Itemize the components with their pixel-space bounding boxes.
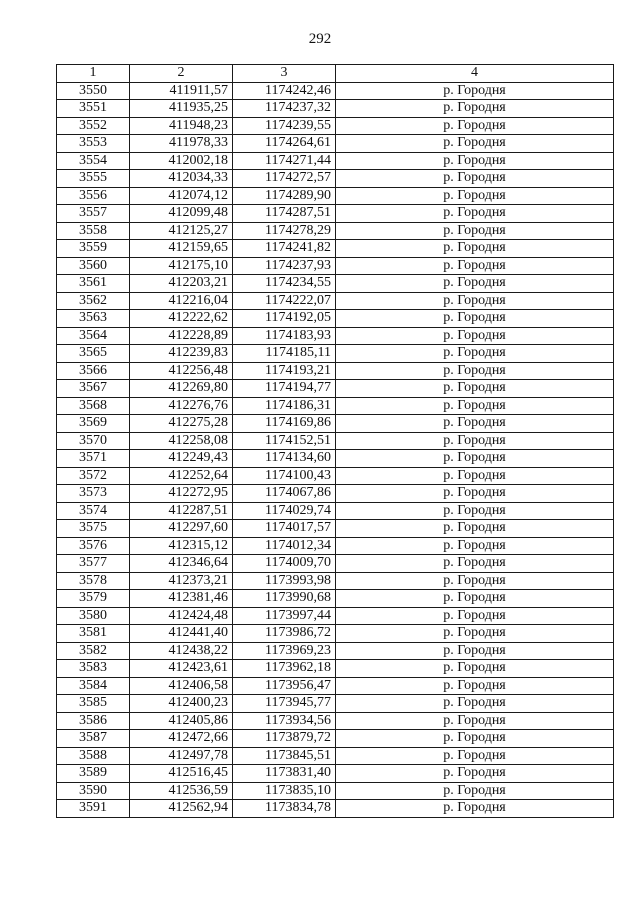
column-header-1: 1 [57, 65, 130, 83]
x-coordinate-cell: 412536,59 [130, 782, 233, 800]
point-number-cell: 3587 [57, 730, 130, 748]
x-coordinate-cell: 412074,12 [130, 187, 233, 205]
x-coordinate-cell: 412125,27 [130, 222, 233, 240]
description-cell: р. Городня [336, 187, 614, 205]
table-row [57, 345, 614, 363]
y-coordinate-cell: 1174134,60 [233, 450, 336, 468]
x-coordinate-cell: 412239,83 [130, 345, 233, 363]
point-number-cell: 3560 [57, 257, 130, 275]
point-number-cell: 3562 [57, 292, 130, 310]
table-row [57, 152, 614, 170]
y-coordinate-cell: 1174278,29 [233, 222, 336, 240]
description-cell: р. Городня [336, 327, 614, 345]
description-cell: р. Городня [336, 345, 614, 363]
table-row [57, 275, 614, 293]
description-cell: р. Городня [336, 607, 614, 625]
x-coordinate-cell: 412472,66 [130, 730, 233, 748]
x-coordinate-cell: 412099,48 [130, 205, 233, 223]
y-coordinate-cell: 1174185,11 [233, 345, 336, 363]
y-coordinate-cell: 1173990,68 [233, 590, 336, 608]
x-coordinate-cell: 412400,23 [130, 695, 233, 713]
table-row [57, 397, 614, 415]
x-coordinate-cell: 412346,64 [130, 555, 233, 573]
x-coordinate-cell: 412216,04 [130, 292, 233, 310]
point-number-cell: 3569 [57, 415, 130, 433]
x-coordinate-cell: 412423,61 [130, 660, 233, 678]
description-cell: р. Городня [336, 415, 614, 433]
description-cell: р. Городня [336, 747, 614, 765]
x-coordinate-cell: 412272,95 [130, 485, 233, 503]
point-number-cell: 3554 [57, 152, 130, 170]
description-cell: р. Городня [336, 765, 614, 783]
table-row [57, 730, 614, 748]
table-row [57, 782, 614, 800]
y-coordinate-cell: 1174152,51 [233, 432, 336, 450]
description-cell: р. Городня [336, 117, 614, 135]
x-coordinate-cell: 412276,76 [130, 397, 233, 415]
table-row [57, 362, 614, 380]
description-cell: р. Городня [336, 782, 614, 800]
y-coordinate-cell: 1174222,07 [233, 292, 336, 310]
description-cell: р. Городня [336, 695, 614, 713]
description-cell: р. Городня [336, 240, 614, 258]
table-row [57, 135, 614, 153]
coordinates-table [56, 64, 614, 818]
description-cell: р. Городня [336, 590, 614, 608]
point-number-cell: 3564 [57, 327, 130, 345]
y-coordinate-cell: 1174237,93 [233, 257, 336, 275]
y-coordinate-cell: 1174169,86 [233, 415, 336, 433]
point-number-cell: 3557 [57, 205, 130, 223]
x-coordinate-cell: 411911,57 [130, 82, 233, 100]
y-coordinate-cell: 1174183,93 [233, 327, 336, 345]
table-row [57, 660, 614, 678]
table-body [57, 82, 614, 817]
y-coordinate-cell: 1174009,70 [233, 555, 336, 573]
y-coordinate-cell: 1174194,77 [233, 380, 336, 398]
point-number-cell: 3574 [57, 502, 130, 520]
table-row [57, 520, 614, 538]
point-number-cell: 3591 [57, 800, 130, 818]
table-row [57, 450, 614, 468]
x-coordinate-cell: 412424,48 [130, 607, 233, 625]
table-row [57, 537, 614, 555]
x-coordinate-cell: 412203,21 [130, 275, 233, 293]
point-number-cell: 3577 [57, 555, 130, 573]
table-row [57, 712, 614, 730]
point-number-cell: 3550 [57, 82, 130, 100]
point-number-cell: 3552 [57, 117, 130, 135]
description-cell: р. Городня [336, 502, 614, 520]
description-cell: р. Городня [336, 712, 614, 730]
description-cell: р. Городня [336, 100, 614, 118]
y-coordinate-cell: 1174192,05 [233, 310, 336, 328]
description-cell: р. Городня [336, 485, 614, 503]
table-row [57, 117, 614, 135]
point-number-cell: 3589 [57, 765, 130, 783]
point-number-cell: 3585 [57, 695, 130, 713]
description-cell: р. Городня [336, 677, 614, 695]
point-number-cell: 3565 [57, 345, 130, 363]
table-row [57, 555, 614, 573]
table-header-row [57, 65, 614, 83]
x-coordinate-cell: 412373,21 [130, 572, 233, 590]
y-coordinate-cell: 1174186,31 [233, 397, 336, 415]
x-coordinate-cell: 412406,58 [130, 677, 233, 695]
y-coordinate-cell: 1173879,72 [233, 730, 336, 748]
y-coordinate-cell: 1174234,55 [233, 275, 336, 293]
x-coordinate-cell: 412297,60 [130, 520, 233, 538]
description-cell: р. Городня [336, 380, 614, 398]
point-number-cell: 3580 [57, 607, 130, 625]
x-coordinate-cell: 412034,33 [130, 170, 233, 188]
table-row [57, 485, 614, 503]
table-row [57, 310, 614, 328]
x-coordinate-cell: 412256,48 [130, 362, 233, 380]
point-number-cell: 3553 [57, 135, 130, 153]
x-coordinate-cell: 411935,25 [130, 100, 233, 118]
y-coordinate-cell: 1174029,74 [233, 502, 336, 520]
description-cell: р. Городня [336, 450, 614, 468]
point-number-cell: 3581 [57, 625, 130, 643]
description-cell: р. Городня [336, 82, 614, 100]
table-row [57, 187, 614, 205]
description-cell: р. Городня [336, 135, 614, 153]
x-coordinate-cell: 412287,51 [130, 502, 233, 520]
description-cell: р. Городня [336, 257, 614, 275]
table-row [57, 467, 614, 485]
point-number-cell: 3590 [57, 782, 130, 800]
table-row [57, 205, 614, 223]
y-coordinate-cell: 1173945,77 [233, 695, 336, 713]
point-number-cell: 3570 [57, 432, 130, 450]
x-coordinate-cell: 412269,80 [130, 380, 233, 398]
x-coordinate-cell: 412405,86 [130, 712, 233, 730]
point-number-cell: 3575 [57, 520, 130, 538]
y-coordinate-cell: 1173845,51 [233, 747, 336, 765]
description-cell: р. Городня [336, 520, 614, 538]
table-row [57, 677, 614, 695]
y-coordinate-cell: 1174239,55 [233, 117, 336, 135]
y-coordinate-cell: 1174287,51 [233, 205, 336, 223]
y-coordinate-cell: 1173835,10 [233, 782, 336, 800]
table-row [57, 607, 614, 625]
y-coordinate-cell: 1173834,78 [233, 800, 336, 818]
description-cell: р. Городня [336, 222, 614, 240]
y-coordinate-cell: 1173997,44 [233, 607, 336, 625]
table-row [57, 747, 614, 765]
description-cell: р. Городня [336, 642, 614, 660]
point-number-cell: 3572 [57, 467, 130, 485]
point-number-cell: 3576 [57, 537, 130, 555]
y-coordinate-cell: 1174272,57 [233, 170, 336, 188]
table-row [57, 380, 614, 398]
point-number-cell: 3567 [57, 380, 130, 398]
column-header-2: 2 [130, 65, 233, 83]
x-coordinate-cell: 412258,08 [130, 432, 233, 450]
description-cell: р. Городня [336, 432, 614, 450]
table-row [57, 240, 614, 258]
point-number-cell: 3555 [57, 170, 130, 188]
x-coordinate-cell: 412497,78 [130, 747, 233, 765]
table-row [57, 502, 614, 520]
point-number-cell: 3556 [57, 187, 130, 205]
y-coordinate-cell: 1173831,40 [233, 765, 336, 783]
y-coordinate-cell: 1173962,18 [233, 660, 336, 678]
y-coordinate-cell: 1173934,56 [233, 712, 336, 730]
description-cell: р. Городня [336, 467, 614, 485]
description-cell: р. Городня [336, 152, 614, 170]
point-number-cell: 3566 [57, 362, 130, 380]
x-coordinate-cell: 412315,12 [130, 537, 233, 555]
y-coordinate-cell: 1174242,46 [233, 82, 336, 100]
y-coordinate-cell: 1173986,72 [233, 625, 336, 643]
point-number-cell: 3559 [57, 240, 130, 258]
point-number-cell: 3583 [57, 660, 130, 678]
table-row [57, 292, 614, 310]
description-cell: р. Городня [336, 310, 614, 328]
point-number-cell: 3571 [57, 450, 130, 468]
y-coordinate-cell: 1174237,32 [233, 100, 336, 118]
table-row [57, 695, 614, 713]
description-cell: р. Городня [336, 730, 614, 748]
column-header-3: 3 [233, 65, 336, 83]
x-coordinate-cell: 412381,46 [130, 590, 233, 608]
point-number-cell: 3561 [57, 275, 130, 293]
description-cell: р. Городня [336, 555, 614, 573]
table-row [57, 170, 614, 188]
point-number-cell: 3563 [57, 310, 130, 328]
table-row [57, 327, 614, 345]
y-coordinate-cell: 1173969,23 [233, 642, 336, 660]
x-coordinate-cell: 412228,89 [130, 327, 233, 345]
y-coordinate-cell: 1174067,86 [233, 485, 336, 503]
x-coordinate-cell: 411978,33 [130, 135, 233, 153]
y-coordinate-cell: 1174100,43 [233, 467, 336, 485]
y-coordinate-cell: 1174193,21 [233, 362, 336, 380]
point-number-cell: 3568 [57, 397, 130, 415]
description-cell: р. Городня [336, 292, 614, 310]
table-row [57, 800, 614, 818]
x-coordinate-cell: 412222,62 [130, 310, 233, 328]
x-coordinate-cell: 411948,23 [130, 117, 233, 135]
y-coordinate-cell: 1174289,90 [233, 187, 336, 205]
x-coordinate-cell: 412562,94 [130, 800, 233, 818]
x-coordinate-cell: 412438,22 [130, 642, 233, 660]
point-number-cell: 3578 [57, 572, 130, 590]
description-cell: р. Городня [336, 537, 614, 555]
point-number-cell: 3573 [57, 485, 130, 503]
description-cell: р. Городня [336, 572, 614, 590]
table-row [57, 257, 614, 275]
page-number: 292 [308, 31, 332, 47]
description-cell: р. Городня [336, 170, 614, 188]
description-cell: р. Городня [336, 362, 614, 380]
y-coordinate-cell: 1174264,61 [233, 135, 336, 153]
description-cell: р. Городня [336, 660, 614, 678]
y-coordinate-cell: 1174017,57 [233, 520, 336, 538]
point-number-cell: 3558 [57, 222, 130, 240]
column-header-4: 4 [336, 65, 614, 83]
point-number-cell: 3584 [57, 677, 130, 695]
table-row [57, 625, 614, 643]
y-coordinate-cell: 1173956,47 [233, 677, 336, 695]
description-cell: р. Городня [336, 397, 614, 415]
table-row [57, 765, 614, 783]
table-row [57, 222, 614, 240]
x-coordinate-cell: 412516,45 [130, 765, 233, 783]
table-row [57, 100, 614, 118]
table-row [57, 572, 614, 590]
table-row [57, 642, 614, 660]
y-coordinate-cell: 1174241,82 [233, 240, 336, 258]
description-cell: р. Городня [336, 800, 614, 818]
x-coordinate-cell: 412275,28 [130, 415, 233, 433]
point-number-cell: 3582 [57, 642, 130, 660]
x-coordinate-cell: 412002,18 [130, 152, 233, 170]
point-number-cell: 3551 [57, 100, 130, 118]
point-number-cell: 3579 [57, 590, 130, 608]
x-coordinate-cell: 412159,65 [130, 240, 233, 258]
y-coordinate-cell: 1173993,98 [233, 572, 336, 590]
description-cell: р. Городня [336, 275, 614, 293]
point-number-cell: 3588 [57, 747, 130, 765]
x-coordinate-cell: 412441,40 [130, 625, 233, 643]
x-coordinate-cell: 412249,43 [130, 450, 233, 468]
y-coordinate-cell: 1174012,34 [233, 537, 336, 555]
table-row [57, 82, 614, 100]
x-coordinate-cell: 412252,64 [130, 467, 233, 485]
y-coordinate-cell: 1174271,44 [233, 152, 336, 170]
x-coordinate-cell: 412175,10 [130, 257, 233, 275]
description-cell: р. Городня [336, 205, 614, 223]
point-number-cell: 3586 [57, 712, 130, 730]
table-row [57, 590, 614, 608]
table-row [57, 432, 614, 450]
description-cell: р. Городня [336, 625, 614, 643]
table-row [57, 415, 614, 433]
